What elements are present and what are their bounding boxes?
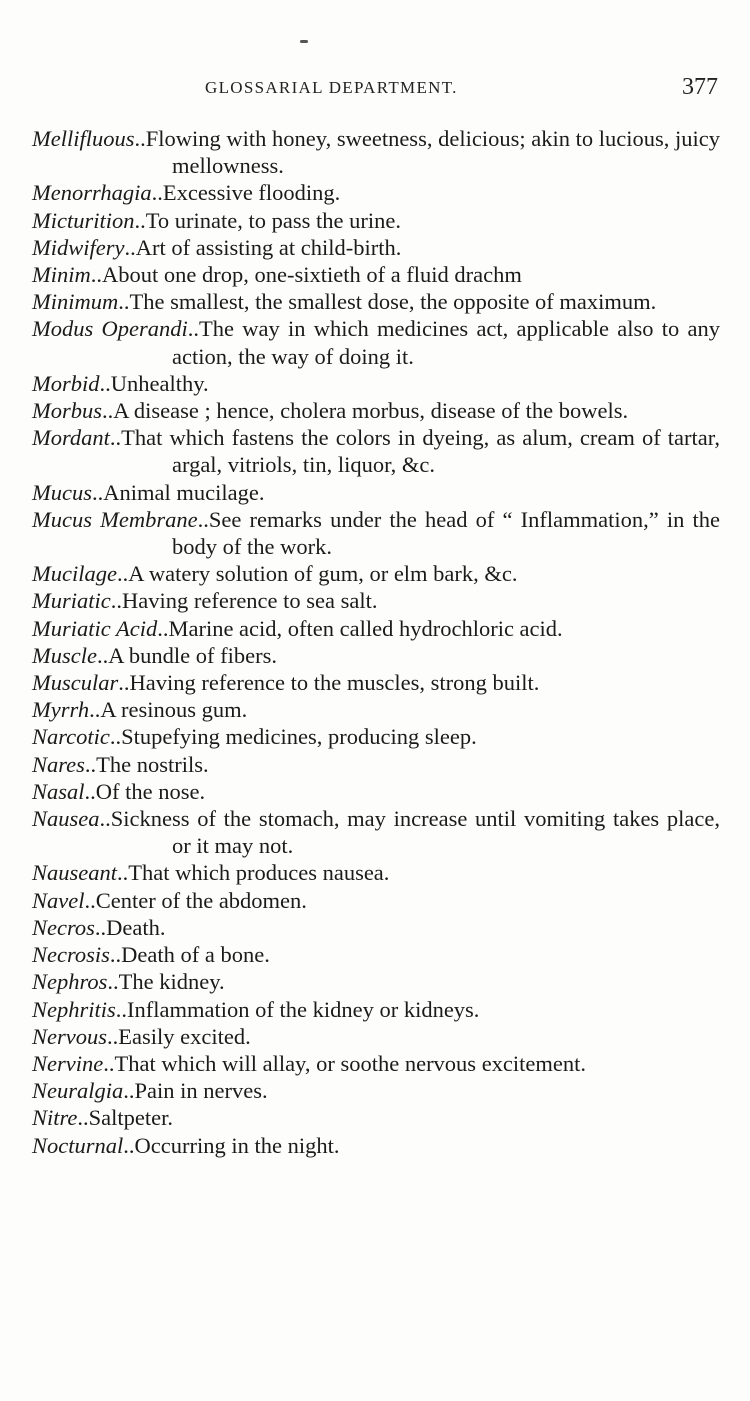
glossary-entry: Necrosis..Death of a bone. (32, 942, 270, 968)
entry-definition: To urinate, to pass the urine. (145, 207, 401, 233)
entry-definition: That which fastens the colors in dyeing, as alum, cream of tartar, argal, vitriols, tin, liquor, &c. (121, 425, 720, 478)
glossary-entry: Nauseant..That which produces nausea. (32, 860, 390, 886)
glossary-entry: Muriatic..Having reference to sea salt. (32, 588, 378, 614)
entry-term: Nitre (32, 1105, 78, 1131)
entry-term: Minimum (32, 289, 119, 315)
entry-term: Nephros (32, 969, 108, 995)
entry-term: Narcotic (32, 724, 110, 750)
entry-term: Nocturnal (32, 1132, 124, 1158)
glossary-entry: Nephros..The kidney. (32, 969, 225, 995)
entry-definition: Death of a bone. (121, 942, 270, 968)
glossary-entry: Nitre..Saltpeter. (32, 1105, 174, 1131)
glossary-entry: Menorrhagia..Excessive flooding. (32, 180, 341, 206)
glossary-entry: Mucus..Animal mucilage. (32, 479, 265, 505)
entry-term: Muriatic (32, 588, 111, 614)
entry-term: Muscle (32, 642, 97, 668)
entry-term: Mordant (32, 425, 110, 451)
entry-definition: Stupefying medicines, producing sleep. (121, 724, 477, 750)
entry-definition: Center of the abdomen. (95, 887, 307, 913)
glossary-entry: Nares..The nostrils. (32, 751, 209, 777)
glossary-entry: Minimum..The smallest, the smallest dose, the opposite of maximum. (32, 289, 657, 315)
entry-definition: The smallest, the smallest dose, the opposite of maximum. (129, 289, 657, 315)
entry-term: Nervous (32, 1023, 107, 1049)
entry-term: Neuralgia (32, 1078, 124, 1104)
entry-definition: Sickness of the stomach, may increase until vomiting takes place, or it may not. (110, 806, 720, 859)
glossary-entry: Muscle..A bundle of fibers. (32, 642, 277, 668)
entry-definition: Death. (106, 914, 166, 940)
entry-term: Mellifluous (32, 126, 135, 151)
entry-term: Nasal (32, 778, 85, 804)
entry-definition: The nostrils. (96, 751, 209, 777)
entry-definition: Excessive flooding. (162, 180, 341, 206)
entry-term: Morbid (32, 370, 100, 396)
entry-term: Muriatic Acid (32, 615, 158, 641)
entry-definition: The way in which medicines act, applicable also to any action, the way of doing it. (172, 316, 720, 369)
glossary-entry: Nasal..Of the nose. (32, 778, 206, 804)
glossary-entry: Muriatic Acid..Marine acid, often called hydrochloric acid. (32, 615, 563, 641)
entry-term: Necrosis (32, 942, 110, 968)
glossary-entry: Micturition..To urinate, to pass the urine. (32, 207, 401, 233)
glossary-entry: Mordant..That which fastens the colors in dyeing, as alum, cream of tartar, argal, vitriols, tin, liquor, &c. (32, 425, 720, 478)
entry-term: Mucilage (32, 561, 117, 587)
glossary-entry: Neuralgia..Pain in nerves. (32, 1078, 268, 1104)
entry-definition: The kidney. (118, 969, 225, 995)
entry-definition: A resinous gum. (100, 697, 248, 723)
entry-definition: See remarks under the head of “ Inflammation,” in the body of the work. (172, 506, 720, 560)
entry-definition: That which produces nausea. (128, 860, 390, 886)
glossary-entry: Nephritis..Inflammation of the kidney or kidneys. (32, 996, 480, 1022)
entry-definition: Flowing with honey, sweetness, delicious; akin to lucious, juicy mellowness. (145, 126, 720, 179)
entry-term: Minim (32, 262, 91, 288)
entry-term: Myrrh (32, 697, 90, 723)
ink-speck (300, 40, 308, 43)
glossary-entry: Nervine..That which will allay, or soothe nervous excitement. (32, 1050, 587, 1076)
entry-definition: Of the nose. (95, 778, 206, 804)
entry-definition: A disease ; hence, cholera morbus, disease of the bowels. (113, 398, 629, 424)
glossary-entry: Navel..Center of the abdomen. (32, 887, 307, 913)
entry-definition: Saltpeter. (88, 1105, 174, 1131)
glossary-entry: Morbus..A disease ; hence, cholera morbus, disease of the bowels. (32, 398, 629, 424)
entry-definition: Occurring in the night. (134, 1132, 340, 1158)
entry-definition: Marine acid, often called hydrochloric acid. (168, 615, 563, 641)
entry-term: Menorrhagia (32, 180, 152, 206)
entry-definition: Having reference to the muscles, strong built. (129, 670, 540, 696)
glossary-entry: Myrrh..A resinous gum. (32, 697, 248, 723)
glossary-entry: Nocturnal..Occurring in the night. (32, 1132, 340, 1158)
entry-term: Mucus (32, 479, 92, 505)
glossary-entry: Modus Operandi..The way in which medicines act, applicable also to any action, the way of doing it. (32, 316, 720, 369)
entry-definition: Unhealthy. (110, 370, 209, 396)
entry-term: Morbus (32, 398, 103, 424)
page-number: 377 (682, 74, 718, 100)
glossary-entry: Morbid..Unhealthy. (32, 370, 209, 396)
glossary-entry: Muscular..Having reference to the muscles, strong built. (32, 670, 540, 696)
entry-term: Micturition (32, 207, 135, 233)
glossary-entry: Mucus Membrane..See remarks under the head of “ Inflammation,” in the body of the work. (32, 506, 720, 560)
entry-definition: Pain in nerves. (134, 1078, 268, 1104)
entry-definition: About one drop, one-sixtieth of a fluid drachm (102, 262, 522, 288)
glossary-list (32, 125, 720, 1159)
entry-definition: That which will allay, or soothe nervous excitement. (114, 1050, 587, 1076)
entry-definition: A watery solution of gum, or elm bark, &c. (128, 561, 518, 587)
running-head: GLOSSARIAL DEPARTMENT. (205, 78, 458, 97)
entry-term: Necros (32, 914, 95, 940)
glossary-entry: Narcotic..Stupefying medicines, producing sleep. (32, 724, 477, 750)
glossary-entry: Midwifery..Art of assisting at child-birth. (32, 234, 402, 260)
entry-term: Midwifery (32, 234, 125, 260)
glossary-entry: Mellifluous..Flowing with honey, sweetness, delicious; akin to lucious, juicy mellowness. (32, 126, 720, 179)
entry-definition: A bundle of fibers. (108, 642, 277, 668)
glossary-entry: Minim..About one drop, one-sixtieth of a fluid drachm (32, 262, 522, 288)
entry-term: Muscular (32, 670, 119, 696)
entry-term: Mucus Membrane (32, 506, 198, 532)
page-header (205, 74, 718, 104)
entry-definition: Easily excited. (118, 1023, 251, 1049)
entry-definition: Art of assisting at child-birth. (135, 234, 402, 260)
glossary-entry: Mucilage..A watery solution of gum, or elm bark, &c. (32, 561, 518, 587)
entry-definition: Inflammation of the kidney or kidneys. (127, 996, 480, 1022)
entry-term: Nauseant (32, 860, 118, 886)
entry-term: Modus Operandi (32, 316, 188, 342)
entry-term: Nares (32, 751, 85, 777)
glossary-entry: Necros..Death. (32, 914, 166, 940)
glossary-entry: Nervous..Easily excited. (32, 1023, 251, 1049)
entry-definition: Animal mucilage. (103, 479, 265, 505)
entry-definition: Having reference to sea salt. (122, 588, 378, 614)
entry-term: Nephritis (32, 996, 116, 1022)
entry-term: Nausea (32, 806, 100, 832)
entry-term: Nervine (32, 1050, 104, 1076)
entry-term: Navel (32, 887, 85, 913)
glossary-entry: Nausea..Sickness of the stomach, may increase until vomiting takes place, or it may not. (32, 806, 720, 859)
